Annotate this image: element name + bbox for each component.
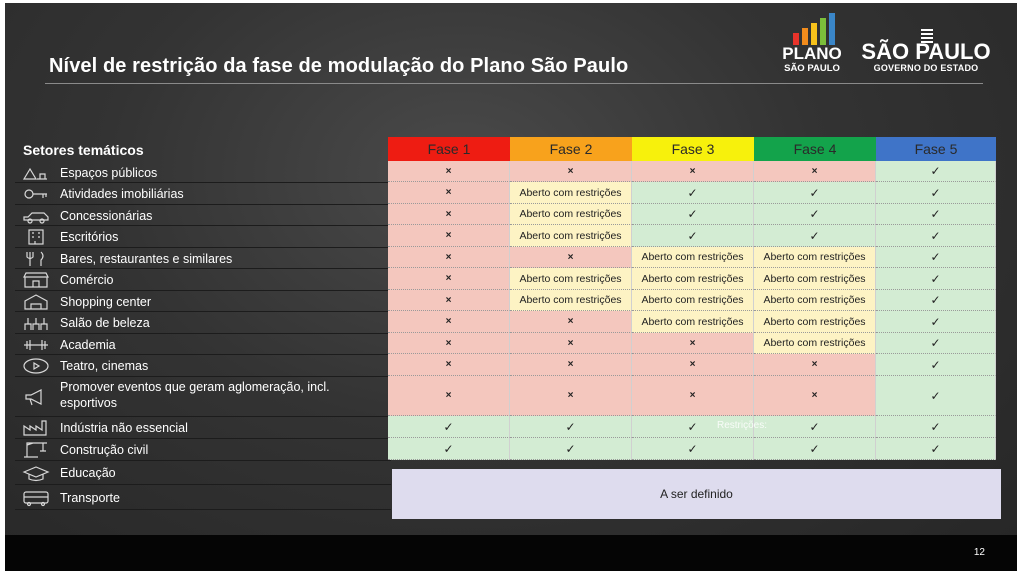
closed-mark: ×	[445, 187, 452, 198]
sp-logo-word: SÃO PAULO	[861, 39, 991, 64]
footer-bar	[5, 535, 1017, 571]
page-title: Nível de restrição da fase de modulação do Plano São Paulo	[49, 55, 629, 77]
open-check-mark: ✓	[930, 336, 941, 350]
closed-mark: ×	[445, 390, 452, 401]
logo-bar	[820, 18, 826, 45]
table-cell	[754, 247, 876, 268]
closed-mark: ×	[689, 337, 696, 349]
table-cell	[388, 182, 510, 204]
open-check-mark: ✓	[930, 314, 941, 329]
table-cell	[510, 290, 632, 311]
car-icon	[21, 207, 51, 225]
shopping-mall-icon	[21, 293, 51, 311]
table-cell	[754, 204, 876, 225]
restricted-label: Aberto com restrições	[519, 272, 622, 285]
table-cell	[754, 438, 876, 460]
table-cell	[632, 268, 754, 290]
sector-label: Educação	[60, 466, 116, 480]
table-cell	[754, 376, 876, 416]
title-divider	[45, 83, 983, 84]
table-cell	[632, 247, 754, 268]
open-check-mark: ✓	[565, 441, 576, 456]
table-cell	[510, 225, 632, 247]
table-cell	[876, 225, 996, 247]
restricted-label: Aberto com restrições	[641, 272, 744, 285]
sector-row	[15, 183, 391, 205]
open-check-mark: ✓	[930, 271, 941, 286]
open-check-mark: ✓	[930, 228, 941, 243]
phase-header: Fase 5	[876, 137, 996, 161]
bar-chart-icon	[787, 11, 847, 45]
closed-mark: ×	[567, 390, 574, 401]
table-cell	[632, 354, 754, 376]
table-cell	[388, 161, 510, 182]
closed-mark: ×	[811, 165, 818, 177]
open-check-mark: ✓	[687, 419, 698, 434]
closed-mark: ×	[445, 230, 452, 241]
sector-label: Atividades imobiliárias	[60, 187, 184, 201]
phase-header: Fase 1	[388, 137, 510, 161]
restricted-label: Aberto com restrições	[763, 272, 866, 285]
table-cell	[632, 438, 754, 460]
table-cell	[388, 290, 510, 311]
sector-label: Escritórios	[60, 230, 119, 244]
table-cell	[388, 204, 510, 225]
sector-row	[15, 355, 391, 377]
plano-sao-paulo-logo	[777, 11, 847, 77]
open-check-mark: ✓	[809, 228, 820, 243]
sector-label: Concessionárias	[60, 208, 153, 223]
table-cell	[510, 311, 632, 333]
sector-row	[15, 312, 391, 334]
table-cell	[388, 247, 510, 268]
sector-label: Bares, restaurantes e similares	[60, 251, 233, 266]
table-cell	[876, 204, 996, 225]
sector-row	[15, 269, 391, 291]
open-check-mark: ✓	[443, 419, 454, 434]
phase-header: Fase 4	[754, 137, 876, 161]
salon-chairs-icon	[21, 314, 51, 332]
table-cell	[754, 333, 876, 354]
restricted-label: Aberto com restrições	[519, 208, 622, 220]
sector-row	[15, 377, 391, 417]
table-cell	[754, 268, 876, 290]
open-check-mark: ✓	[687, 207, 698, 221]
table-cell	[388, 225, 510, 247]
sector-label: Indústria não essencial	[60, 421, 188, 435]
sector-label: Salão de beleza	[60, 316, 150, 330]
restricted-label: Aberto com restrições	[519, 229, 622, 242]
table-cell	[510, 416, 632, 438]
table-cell	[632, 204, 754, 225]
open-check-mark: ✓	[930, 185, 941, 200]
table-cell	[388, 416, 510, 438]
open-check-mark: ✓	[565, 419, 576, 434]
open-check-mark: ✓	[930, 164, 941, 178]
governo-sp-logo	[861, 29, 991, 77]
sector-label: Transporte	[60, 490, 120, 505]
sp-logo-subtitle: GOVERNO DO ESTADO	[873, 63, 979, 73]
table-cell	[876, 290, 996, 311]
table-cell	[388, 311, 510, 333]
sector-label: Teatro, cinemas	[60, 359, 149, 373]
open-check-mark: ✓	[687, 185, 698, 200]
open-check-mark: ✓	[930, 207, 941, 221]
logo-bar	[829, 13, 835, 45]
plano-logo-word: PLANO	[782, 44, 842, 63]
table-cell	[754, 161, 876, 182]
open-check-mark: ✓	[930, 388, 941, 403]
table-cell	[632, 161, 754, 182]
sector-row	[15, 417, 391, 439]
bus-icon	[21, 489, 51, 507]
open-check-mark: ✓	[930, 250, 941, 264]
table-cell	[754, 182, 876, 204]
table-cell	[510, 182, 632, 204]
logo-bar	[811, 23, 817, 45]
factory-icon	[21, 419, 51, 437]
table-cell	[632, 182, 754, 204]
sector-row	[15, 162, 391, 183]
closed-mark: ×	[811, 359, 818, 370]
megaphone-icon	[21, 388, 51, 406]
restricted-label: Aberto com restrições	[641, 294, 744, 306]
open-check-mark: ✓	[809, 185, 820, 200]
table-cell	[632, 290, 754, 311]
restricted-label: Aberto com restrições	[519, 294, 622, 306]
sector-label: Comércio	[60, 273, 114, 287]
sector-label: Promover eventos que geram aglomeração, incl. esportivos	[60, 380, 330, 410]
closed-mark: ×	[445, 251, 452, 263]
to-be-defined-band: A ser definido	[392, 469, 1001, 519]
sector-row	[15, 439, 391, 461]
open-check-mark: ✓	[930, 441, 941, 456]
table-cell	[632, 333, 754, 354]
table-cell	[510, 204, 632, 225]
page-number: 12	[973, 547, 985, 558]
table-cell	[876, 311, 996, 333]
key-icon	[21, 185, 51, 203]
storefront-icon	[21, 271, 51, 289]
row-divider	[15, 509, 391, 510]
closed-mark: ×	[445, 208, 452, 220]
graduation-cap-icon	[21, 464, 51, 482]
office-building-icon	[21, 228, 51, 246]
table-cell	[876, 161, 996, 182]
table-cell	[632, 376, 754, 416]
open-check-mark: ✓	[443, 441, 454, 456]
restricted-label: Aberto com restrições	[519, 186, 622, 199]
table-cell	[510, 376, 632, 416]
closed-mark: ×	[567, 337, 574, 349]
restricted-label: Aberto com restrições	[641, 251, 744, 263]
open-check-mark: ✓	[687, 441, 698, 456]
restricted-label: Aberto com restrições	[763, 294, 866, 306]
phase-header: Fase 3	[632, 137, 754, 161]
table-cell	[754, 416, 876, 438]
closed-mark: ×	[811, 390, 818, 401]
closed-mark: ×	[445, 273, 452, 284]
park-icon	[21, 164, 51, 182]
open-check-mark: ✓	[687, 228, 698, 243]
table-cell	[876, 376, 996, 416]
table-cell	[876, 247, 996, 268]
plano-logo-subtitle: SÃO PAULO	[784, 63, 840, 74]
phase-header: Fase 2	[510, 137, 632, 161]
restrictions-note: Restrições:	[717, 420, 768, 431]
sectors-heading: Setores temáticos	[23, 142, 144, 158]
play-icon	[21, 357, 51, 375]
sector-label: Espaços públicos	[60, 165, 158, 180]
sector-row	[15, 291, 391, 312]
table-cell	[876, 182, 996, 204]
table-cell	[510, 268, 632, 290]
table-cell	[510, 247, 632, 268]
table-cell	[510, 333, 632, 354]
sector-label: Shopping center	[60, 294, 152, 309]
table-cell	[876, 268, 996, 290]
closed-mark: ×	[689, 359, 696, 370]
table-cell	[754, 354, 876, 376]
cutlery-icon	[21, 250, 51, 268]
table-cell	[876, 333, 996, 354]
dumbbell-icon	[21, 336, 51, 354]
closed-mark: ×	[567, 316, 574, 327]
crane-icon	[21, 441, 51, 459]
restricted-label: Aberto com restrições	[763, 251, 866, 263]
table-cell	[388, 354, 510, 376]
sector-row	[15, 334, 391, 355]
table-cell	[510, 354, 632, 376]
restricted-label: Aberto com restrições	[641, 315, 744, 328]
closed-mark: ×	[445, 316, 452, 327]
table-cell	[754, 225, 876, 247]
sector-row	[15, 248, 391, 269]
open-check-mark: ✓	[930, 357, 941, 372]
table-cell	[388, 333, 510, 354]
sector-row	[15, 226, 391, 248]
sector-row	[15, 205, 391, 226]
closed-mark: ×	[689, 165, 696, 177]
open-check-mark: ✓	[930, 419, 941, 434]
closed-mark: ×	[445, 294, 452, 306]
open-check-mark: ✓	[809, 207, 820, 221]
sector-label: Construção civil	[60, 443, 149, 457]
table-cell	[510, 161, 632, 182]
sector-row	[15, 461, 391, 485]
slide	[5, 3, 1017, 571]
closed-mark: ×	[445, 337, 452, 349]
open-check-mark: ✓	[809, 441, 820, 456]
table-cell	[388, 438, 510, 460]
table-cell	[876, 416, 996, 438]
table-cell	[754, 311, 876, 333]
table-cell	[388, 376, 510, 416]
table-cell	[876, 354, 996, 376]
table-cell	[876, 438, 996, 460]
closed-mark: ×	[567, 251, 574, 263]
table-cell	[754, 290, 876, 311]
sector-label: Academia	[60, 337, 116, 352]
table-cell	[510, 438, 632, 460]
open-check-mark: ✓	[809, 419, 820, 434]
table-cell	[632, 311, 754, 333]
restricted-label: Aberto com restrições	[763, 315, 866, 328]
table-cell	[632, 225, 754, 247]
open-check-mark: ✓	[930, 293, 941, 307]
closed-mark: ×	[445, 165, 452, 177]
table-cell	[388, 268, 510, 290]
restricted-label: Aberto com restrições	[763, 337, 866, 349]
closed-mark: ×	[567, 359, 574, 370]
closed-mark: ×	[445, 359, 452, 370]
logo-bar	[802, 28, 808, 45]
sector-row	[15, 485, 391, 510]
closed-mark: ×	[689, 390, 696, 401]
closed-mark: ×	[567, 165, 574, 177]
